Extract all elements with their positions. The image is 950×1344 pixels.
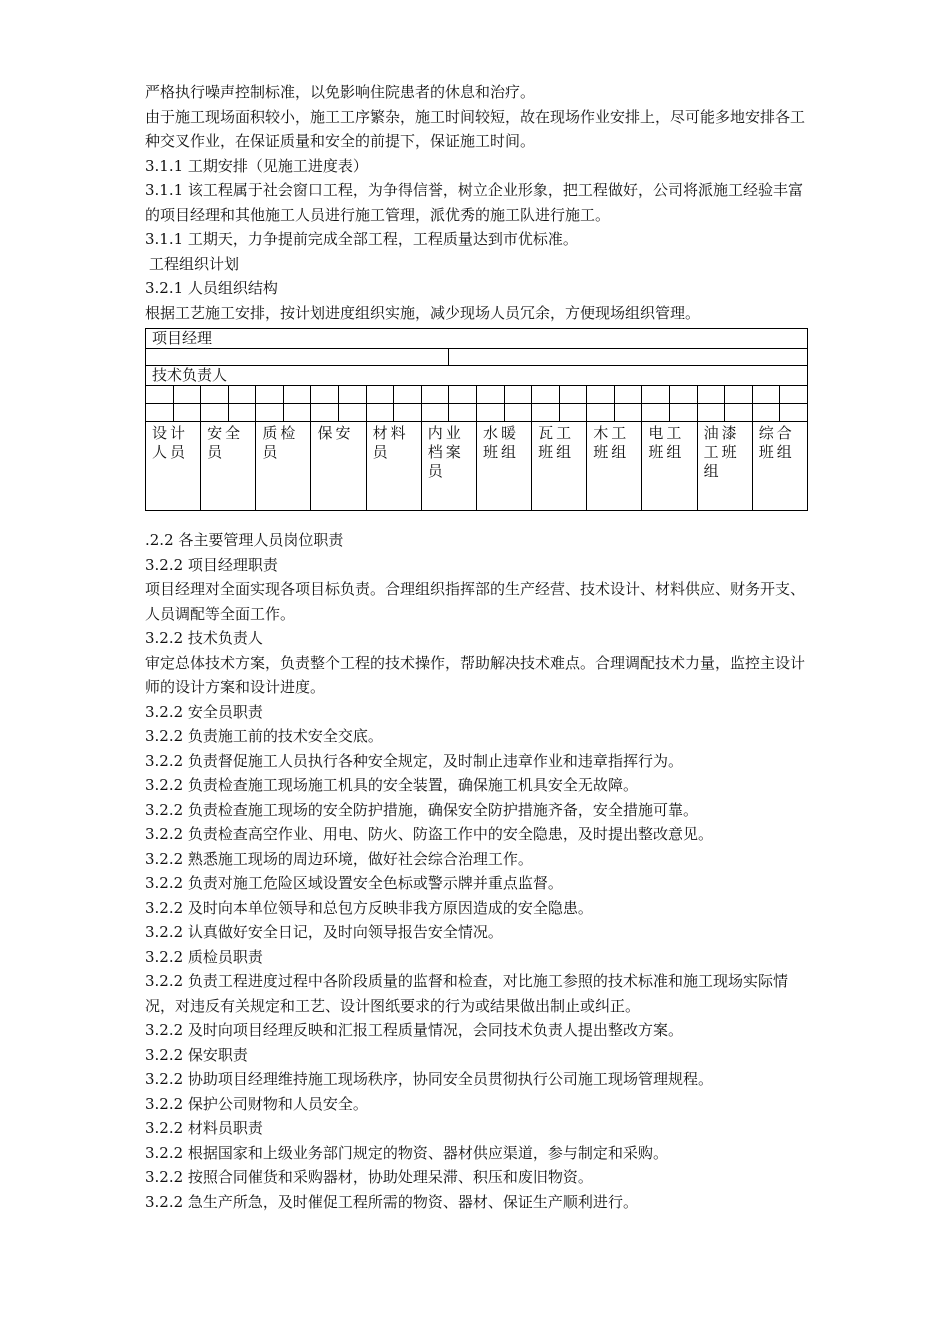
connector-row bbox=[146, 386, 808, 404]
paragraph: 3.2.2 负责检查施工现场的安全防护措施，确保安全防护措施齐备，安全措施可靠。 bbox=[145, 800, 698, 819]
paragraph: 由于施工现场面积较小，施工工序繁杂，施工时间较短，故在现场作业安排上，尽可能多地安排各工种交叉作业，在保证质量和安全的前提下，保证施工时间。 bbox=[145, 107, 806, 150]
org-structure-table bbox=[145, 328, 808, 511]
role-cell bbox=[752, 422, 807, 511]
paragraph: 3.2.2 负责施工前的技术安全交底。 bbox=[145, 727, 383, 745]
paragraph: 3.2.2 急生产所急，及时催促工程所需的物资、器材、保证生产顺利进行。 bbox=[145, 1192, 638, 1211]
paragraph: 3.1.1 该工程属于社会窗口工程，为争得信誉，树立企业形象，把工程做好，公司将派施工经验丰富的项目经理和其他施工人员进行施工管理，派优秀的施工队进行施工。 bbox=[145, 181, 803, 224]
empty-cell bbox=[146, 349, 449, 366]
paragraph: 3.2.2 及时向项目经理反映和汇报工程质量情况，会同技术负责人提出整改方案。 bbox=[145, 1021, 683, 1039]
paragraph: 3.2.2 负责检查施工现场施工机具的安全装置，确保施工机具安全无故障。 bbox=[145, 776, 638, 794]
paragraph: 3.2.2 根据国家和上级业务部门规定的物资、器材供应渠道，参与制定和采购。 bbox=[145, 1143, 668, 1162]
role-cell bbox=[201, 422, 256, 511]
role-cell bbox=[311, 422, 366, 511]
paragraph: 项目经理对全面实现各项目标负责。合理组织指挥部的生产经营、技术设计、材料供应、财务开支、人员调配等全面工作。 bbox=[145, 580, 806, 623]
tech-lead-cell: 技术负责人 bbox=[146, 366, 808, 386]
paragraph: 3.2.2 熟悉施工现场的周边环境，做好社会综合治理工作。 bbox=[145, 849, 533, 868]
section-heading: 3.2.2 安全员职责 bbox=[145, 702, 263, 721]
role-label: 综合班组 bbox=[758, 424, 795, 461]
bottom-text-block bbox=[145, 528, 810, 1214]
role-label: 材料员 bbox=[372, 424, 409, 461]
paragraph: 3.2.2 按照合同催货和采购器材，协助处理呆滞、积压和废旧物资。 bbox=[145, 1168, 593, 1186]
section-heading: 3.2.2 质检员职责 bbox=[145, 947, 263, 966]
paragraph: 3.2.2 协助项目经理维持施工现场秩序，协同安全员贯彻执行公司施工现场管理规程。 bbox=[145, 1070, 713, 1088]
paragraph: 根据工艺施工安排，按计划进度组织实施，减少现场人员冗余，方便现场组织管理。 bbox=[145, 303, 701, 322]
role-label: 内业档案员 bbox=[427, 424, 464, 480]
paragraph: 3.2.2 负责检查高空作业、用电、防火、防盗工作中的安全隐患，及时提出整改意见。 bbox=[145, 825, 713, 843]
role-label: 油漆工班组 bbox=[703, 424, 740, 480]
project-manager-cell: 项目经理 bbox=[146, 329, 808, 349]
role-cell bbox=[366, 422, 421, 511]
role-label: 质检员 bbox=[262, 424, 299, 461]
paragraph: 3.2.2 认真做好安全日记，及时向领导报告安全情况。 bbox=[145, 923, 503, 941]
connector-row bbox=[146, 404, 808, 422]
role-cell bbox=[697, 422, 752, 511]
role-cell bbox=[256, 422, 311, 511]
paragraph: 审定总体技术方案，负责整个工程的技术操作，帮助解决技术难点。合理调配技术力量，监控主设计师的设计方案和设计进度。 bbox=[145, 653, 806, 696]
section-heading: 3.2.2 保安职责 bbox=[145, 1045, 248, 1064]
paragraph: 3.2.2 保护公司财物和人员安全。 bbox=[145, 1094, 368, 1113]
paragraph: 3.2.2 负责督促施工人员执行各种安全规定，及时制止违章作业和违章指挥行为。 bbox=[145, 751, 683, 770]
empty-cell bbox=[449, 349, 808, 366]
top-text-block bbox=[145, 80, 810, 325]
paragraph: 3.2.2 及时向本单位领导和总包方反映非我方原因造成的安全隐患。 bbox=[145, 898, 593, 917]
paragraph: 3.2.2 负责对施工危险区域设置安全色标或警示牌并重点监督。 bbox=[145, 874, 563, 892]
paragraph: 3.2.2 负责工程进度过程中各阶段质量的监督和检查，对比施工参照的技术标准和施工现场实际情况，对违反有关规定和工艺、设计图纸要求的行为或结果做出制止或纠正。 bbox=[145, 972, 788, 1015]
role-cell bbox=[642, 422, 697, 511]
role-label: 木工班组 bbox=[593, 424, 630, 461]
role-cell bbox=[421, 422, 476, 511]
role-label: 保安 bbox=[317, 424, 354, 442]
role-label: 水暖班组 bbox=[482, 424, 519, 461]
section-heading: .2.2 各主要管理人员岗位职责 bbox=[145, 531, 344, 549]
role-label: 瓦工班组 bbox=[538, 424, 575, 461]
role-label: 设计人员 bbox=[152, 424, 189, 461]
section-heading: 3.2.2 项目经理职责 bbox=[145, 555, 278, 574]
section-heading: 3.2.1 人员组织结构 bbox=[145, 279, 278, 297]
role-label: 安全员 bbox=[207, 424, 244, 461]
role-cell bbox=[146, 422, 201, 511]
role-cell bbox=[532, 422, 587, 511]
role-cell bbox=[476, 422, 531, 511]
section-heading: 3.2.2 技术负责人 bbox=[145, 629, 263, 647]
role-label: 电工班组 bbox=[648, 424, 685, 461]
paragraph: 严格执行噪声控制标准，以免影响住院患者的休息和治疗。 bbox=[145, 83, 536, 101]
paragraph: 3.1.1 工期天，力争提前完成全部工程，工程质量达到市优标准。 bbox=[145, 230, 578, 248]
section-heading: 3.1.1 工期安排（见施工进度表） bbox=[145, 156, 368, 175]
role-cell bbox=[587, 422, 642, 511]
section-heading: 3.2.2 材料员职责 bbox=[145, 1119, 263, 1137]
section-heading: 工程组织计划 bbox=[149, 254, 240, 273]
